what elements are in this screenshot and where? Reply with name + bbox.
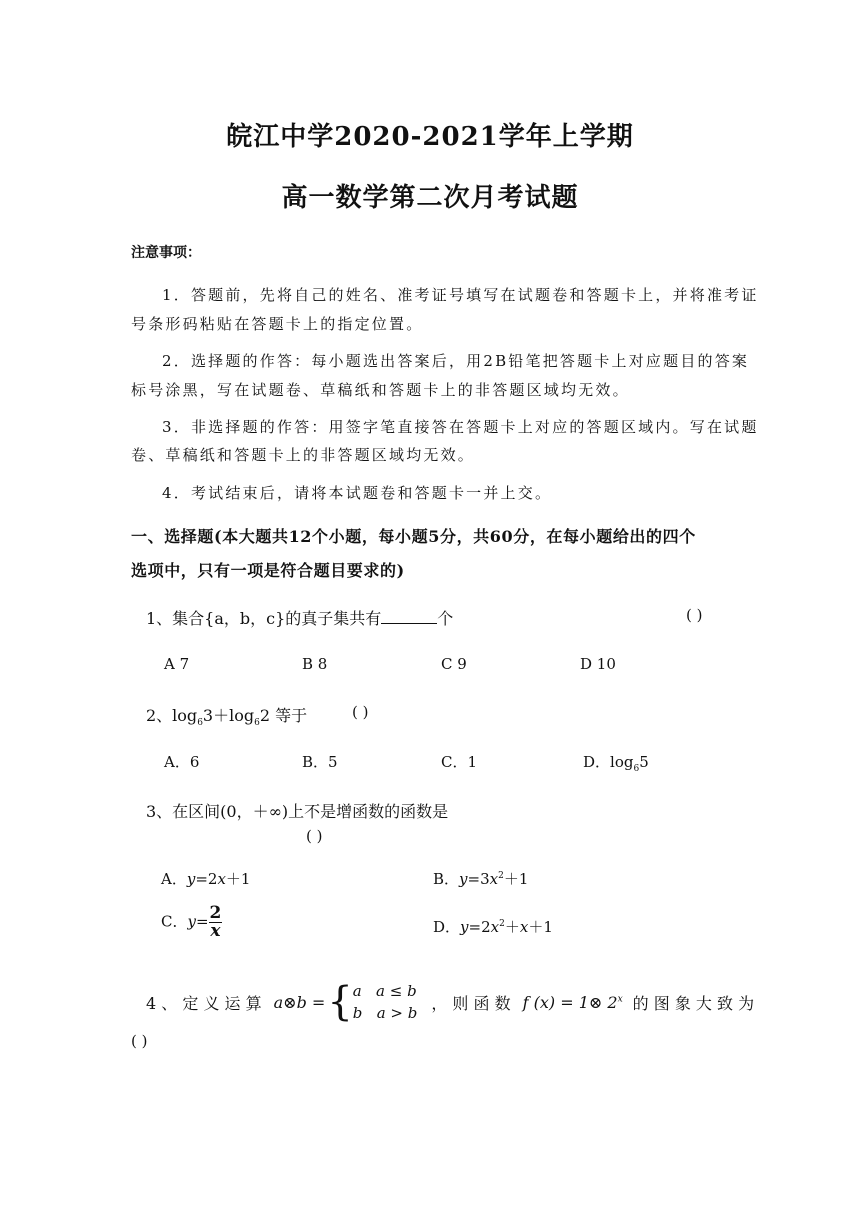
note-item-2-line-1: 2．选择题的作答：每小题选出答案后，用2B铅笔把答题卡上对应题目的答案 <box>162 352 750 370</box>
q4-operator: a⊗b = <box>273 992 326 1012</box>
q3-d-exp: 2 <box>499 919 505 929</box>
q3-c-fraction <box>209 905 223 940</box>
q3-a-label: A． <box>161 870 187 888</box>
q3-b-const: ＋1 <box>503 870 529 888</box>
question-1-option-d: D 10 <box>580 655 616 673</box>
q3-d-const: ＋1 <box>528 918 553 936</box>
answer-blank <box>381 609 437 624</box>
question-1-stem-text: 1、集合{a，b，c}的真子集共有 <box>146 609 382 628</box>
note-item-3-line-2: 卷、草稿纸和答题卡上的非答题区域均无效。 <box>131 446 476 464</box>
q4-case-2-value: b <box>352 1004 363 1022</box>
q3-a-x: x <box>217 870 226 888</box>
q2-log-base-2: 6 <box>254 718 260 729</box>
note-item-3-line-1: 3．非选择题的作答：用签字笔直接答在答题卡上对应的答题区域内。写在试题 <box>162 418 759 436</box>
notes-heading: 注意事项： <box>131 245 201 261</box>
q4-stem-middle: ， 则 函 数 <box>431 993 511 1013</box>
q3-c-y: y <box>187 912 196 931</box>
q4-stem-prefix: 4 、 定 义 运 算 <box>146 993 262 1013</box>
question-1-option-b: B 8 <box>302 655 328 673</box>
question-1-option-c: C 9 <box>441 655 467 673</box>
q4-case-1 <box>353 980 418 1002</box>
question-3-option-b <box>433 868 528 889</box>
question-3-option-d <box>433 916 553 937</box>
q4-function-expr: f (x) = 1⊗ 2 <box>522 992 618 1012</box>
q3-b-x: x <box>489 870 499 888</box>
question-2-option-c: C．1 <box>441 753 478 771</box>
q3-d-plus: ＋ <box>504 918 520 936</box>
q3-a-y: y <box>186 870 196 888</box>
question-4-answer-parens: ( ) <box>131 1032 148 1050</box>
q3-d-label: D． <box>433 918 461 936</box>
note-item-1-line-2: 号条形码粘贴在答题卡上的指定位置。 <box>131 315 424 333</box>
q4-case-2-condition: a > b <box>376 1004 418 1022</box>
q4-function <box>523 993 623 1012</box>
q2-log-base-1: 6 <box>197 718 203 729</box>
question-1-stem-suffix: 个 <box>437 609 454 628</box>
q3-b-coef: =3 <box>467 870 490 888</box>
question-2-answer-parens: ( ) <box>352 703 369 721</box>
q3-c-numerator: 2 <box>209 903 222 923</box>
question-2-stem <box>146 703 307 728</box>
q3-d-y: y <box>460 918 469 936</box>
q2-d-log: D．log <box>583 753 634 771</box>
q3-c-label: C． <box>161 912 188 931</box>
q4-function-exp: x <box>617 994 623 1005</box>
question-3-answer-parens: ( ) <box>306 827 323 845</box>
q3-d-coef: =2 <box>468 918 491 936</box>
note-item-4: 4．考试结束后，请将本试题卷和答题卡一并上交。 <box>162 484 553 502</box>
q2-log-1: 2、log <box>146 706 198 725</box>
q3-b-y: y <box>459 870 468 888</box>
q4-case-1-condition: a ≤ b <box>376 982 417 1000</box>
section-1-heading-line-1: 一、选择题(本大题共12个小题，每小题5分，共60分，在每小题给出的四个 <box>131 527 696 546</box>
q4-cases <box>353 980 418 1024</box>
title-line-1: 皖江中学2020-2021学年上学期 <box>226 122 634 152</box>
question-3-option-c <box>161 905 222 940</box>
question-1-stem <box>146 606 453 629</box>
q4-stem-suffix: 的 图 象 大 致 为 <box>632 993 755 1013</box>
question-1-answer-parens: ( ) <box>686 606 703 624</box>
title-line-2: 高一数学第二次月考试题 <box>281 183 579 213</box>
q4-cases-brace: { <box>327 979 353 1025</box>
q3-d-x: x <box>490 918 500 936</box>
q4-case-2 <box>353 1002 418 1024</box>
question-3-option-a <box>161 868 250 889</box>
question-4-stem <box>146 980 754 1024</box>
question-1-option-a: A 7 <box>164 655 190 673</box>
question-2-option-b: B．5 <box>302 753 338 771</box>
q2-stem-suffix: 2 等于 <box>259 706 308 725</box>
note-item-1-line-1: 1．答题前，先将自己的姓名、准考证号填写在试题卷和答题卡上，并将准考证 <box>162 286 759 304</box>
section-1-heading-line-2: 选项中，只有一项是符合题目要求的) <box>131 561 405 580</box>
q3-c-denominator: x <box>210 921 221 941</box>
q3-a-coef: =2 <box>195 870 218 888</box>
note-item-2-line-2: 标号涂黑，写在试题卷、草稿纸和答题卡上的非答题区域均无效。 <box>131 381 630 399</box>
q2-d-arg: 5 <box>639 753 649 771</box>
q2-log-2: 3＋log <box>202 706 255 725</box>
q3-a-const: ＋1 <box>225 870 251 888</box>
q3-d-x2: x <box>519 918 529 936</box>
q3-b-exp: 2 <box>498 871 504 881</box>
question-3-stem: 3、在区间(0，＋∞)上不是增函数的函数是 <box>146 802 449 821</box>
q3-b-label: B． <box>433 870 460 888</box>
question-2-option-d <box>583 751 649 774</box>
question-2-option-a: A．6 <box>164 753 200 771</box>
q3-c-eq: = <box>195 912 209 931</box>
q2-d-base: 6 <box>633 764 640 774</box>
q4-case-1-value: a <box>352 982 362 1000</box>
